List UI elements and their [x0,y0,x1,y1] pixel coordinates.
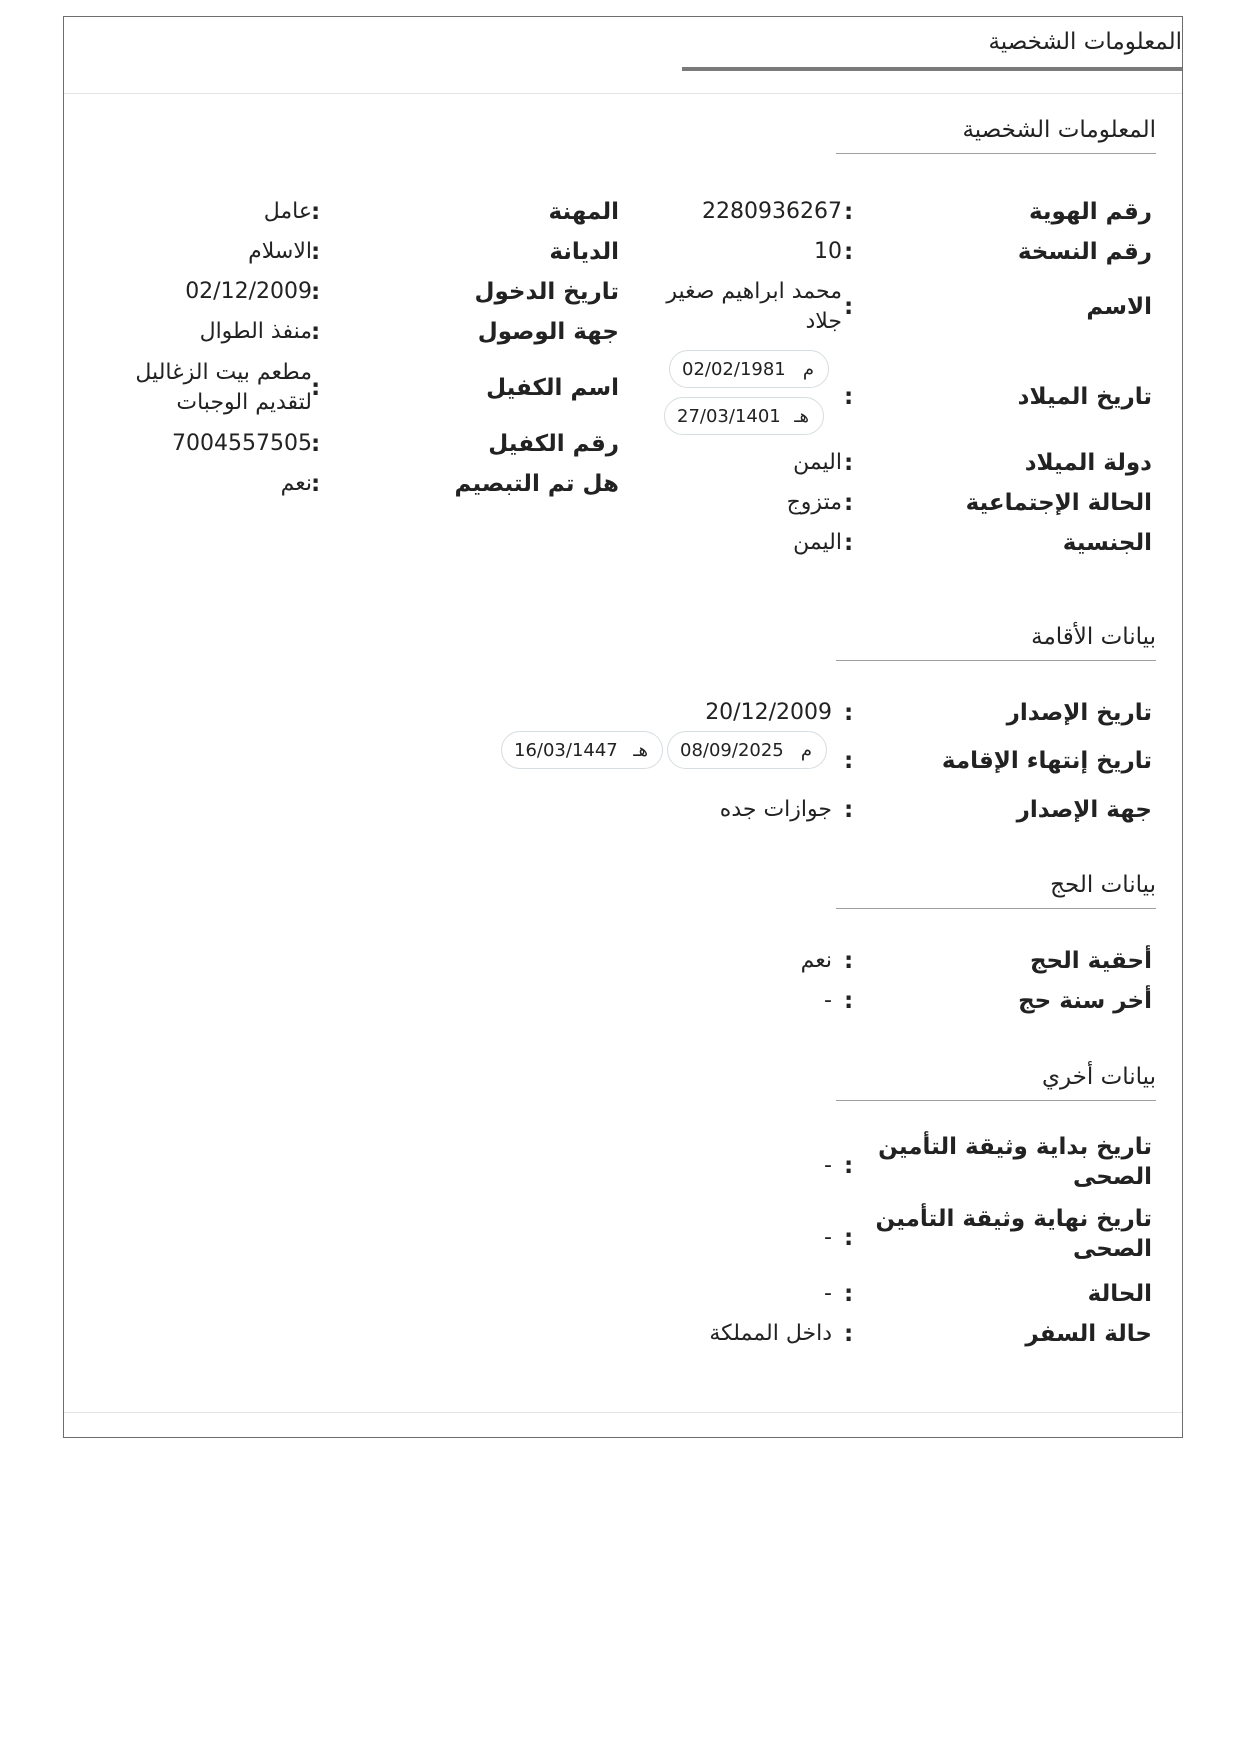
dob-hijri-value: 27/03/1401 [677,405,781,427]
expiry-gregorian-value: 08/09/2025 [680,739,784,761]
name-label: الاسم [1086,294,1152,320]
card-header [64,17,1182,94]
religion-value: الاسلام [248,239,312,264]
colon: : [844,1281,854,1307]
insurance-end-label-line-1: تاريخ نهاية وثيقة التأمين [875,1206,1152,1232]
occupation-value: عامل [263,199,312,224]
expiry-gregorian-pill [667,731,827,769]
insurance-start-label-line-1: تاريخ بداية وثيقة التأمين [878,1134,1152,1160]
copy-number-label: رقم النسخة [1017,239,1152,265]
name-value-line-1: محمد ابراهيم صغير [666,279,842,304]
status-label: الحالة [1087,1281,1152,1307]
colon: : [844,1321,854,1347]
expiry-hijri-suffix: هـ [633,739,648,761]
entry-date-label: تاريخ الدخول [474,279,619,305]
sponsor-number-label: رقم الكفيل [488,431,619,457]
expiry-hijri-value: 16/03/1447 [514,739,618,761]
card-title-underline [682,67,1182,71]
colon: : [311,375,321,401]
colon: : [311,279,321,305]
marital-status-label: الحالة الإجتماعية [965,490,1152,516]
insurance-start-label-line-2: الصحى [1072,1164,1152,1190]
colon: : [844,490,854,516]
id-number-label: رقم الهوية [1028,199,1152,225]
hajj-eligibility-label: أحقية الحج [1029,948,1152,974]
residence-expiry-label: تاريخ إنتهاء الإقامة [941,748,1152,774]
section-title-other: بيانات أخري [836,1064,1156,1101]
dob-gregorian-suffix: م [802,358,814,380]
travel-status-value: داخل المملكة [709,1321,832,1346]
section-title-personal: المعلومات الشخصية [836,117,1156,154]
colon: : [311,431,321,457]
colon: : [311,319,321,345]
insurance-start-value: - [824,1153,832,1178]
issue-date-value: 20/12/2009 [705,700,832,725]
section-title-residence: بيانات الأقامة [836,624,1156,661]
nationality-value: اليمن [793,530,842,555]
insurance-end-value: - [824,1225,832,1250]
colon: : [844,748,854,774]
status-value: - [824,1281,832,1306]
last-hajj-year-label: أخر سنة حج [1018,988,1152,1014]
sponsor-name-value-line-1: مطعم بيت الزغاليل [135,360,312,385]
birth-country-label: دولة الميلاد [1024,450,1152,476]
arrival-point-label: جهة الوصول [477,319,619,345]
colon: : [844,797,854,823]
colon: : [844,988,854,1014]
arrival-point-value: منفذ الطوال [199,319,312,344]
fingerprint-value: نعم [280,471,312,496]
colon: : [844,948,854,974]
dob-hijri-suffix: هـ [794,405,809,427]
colon: : [311,239,321,265]
nationality-label: الجنسية [1062,530,1152,556]
insurance-end-label-line-2: الصحى [1072,1236,1152,1262]
issuer-value: جوازات جده [719,797,832,822]
section-title-hajj: بيانات الحج [836,872,1156,909]
colon: : [844,239,854,265]
birth-country-value: اليمن [793,450,842,475]
religion-label: الديانة [549,239,619,265]
colon: : [844,450,854,476]
sponsor-number-value: 7004557505 [172,431,312,456]
sponsor-name-value-line-2: لتقديم الوجبات [176,390,312,415]
personal-info-card [63,16,1183,1438]
colon: : [844,294,854,320]
issue-date-label: تاريخ الإصدار [1006,700,1152,726]
hajj-eligibility-value: نعم [800,948,832,973]
card-footer-divider [64,1412,1182,1413]
colon: : [844,1153,854,1179]
fingerprint-label: هل تم التبصيم [454,471,619,497]
issuer-label: جهة الإصدار [1016,797,1152,823]
sponsor-name-label: اسم الكفيل [486,375,619,401]
card-title: المعلومات الشخصية [988,29,1182,55]
expiry-hijri-pill [501,731,663,769]
colon: : [311,199,321,225]
colon: : [844,384,854,410]
colon: : [844,199,854,225]
colon: : [844,1225,854,1251]
entry-date-value: 02/12/2009 [185,279,312,304]
dob-gregorian-value: 02/02/1981 [682,358,786,380]
expiry-gregorian-suffix: م [800,739,812,761]
last-hajj-year-value: - [824,988,832,1013]
copy-number-value: 10 [814,239,842,264]
travel-status-label: حالة السفر [1025,1321,1152,1347]
colon: : [311,471,321,497]
colon: : [844,700,854,726]
occupation-label: المهنة [548,199,619,225]
date-of-birth-label: تاريخ الميلاد [1017,384,1152,410]
marital-status-value: متزوج [786,490,842,515]
dob-gregorian-pill [669,350,829,388]
name-value-line-2: جلاد [805,309,842,334]
colon: : [844,530,854,556]
id-number-value: 2280936267 [702,199,842,224]
dob-hijri-pill [664,397,824,435]
